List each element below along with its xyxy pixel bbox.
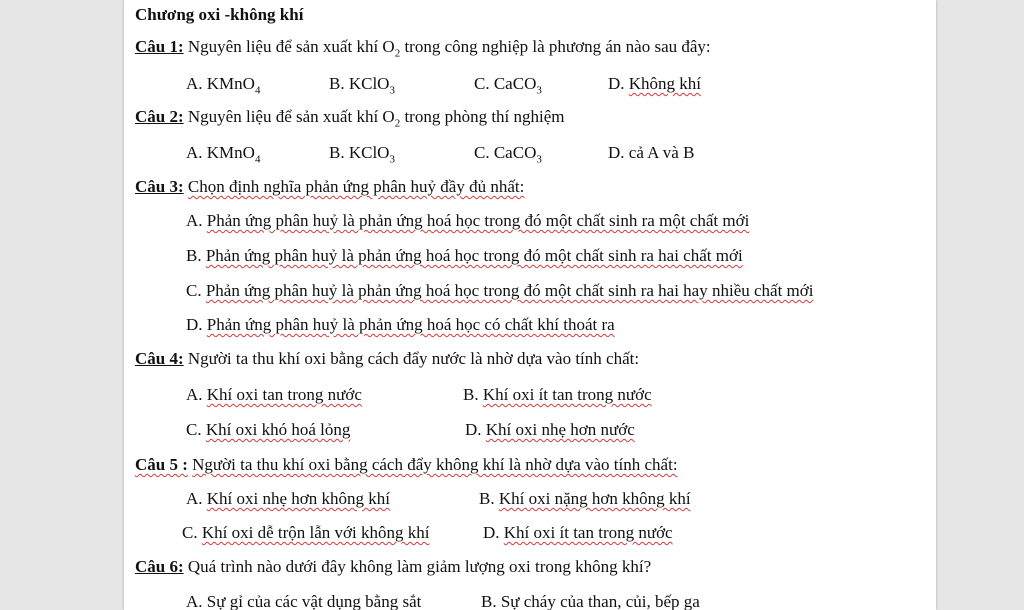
question-1-subscript: 2 <box>394 47 401 60</box>
question-2-text-before: Nguyên liệu để sản xuất khí O <box>187 107 395 126</box>
question-5-label: Câu 5 : <box>135 455 188 474</box>
question-1-label: Câu 1: <box>135 37 184 56</box>
question-6-label: Câu 6: <box>135 557 184 576</box>
question-2-subscript: 2 <box>394 117 401 130</box>
question-4 <box>135 349 639 369</box>
question-6 <box>135 557 651 577</box>
question-1-option-a: A. KMnO$_4$ <box>186 74 261 97</box>
question-3-text: Chọn định nghĩa phản ứng phân huỷ đầy đủ nhất: <box>187 177 525 196</box>
question-2-text-after: trong phòng thí nghiệm <box>400 107 565 126</box>
question-4-option-a: A. Khí oxi tan trong nước <box>186 385 362 404</box>
question-3-option-b: B. Phản ứng phân huỷ là phản ứng hoá học trong đó một chất sinh ra hai chất mới <box>186 246 743 265</box>
question-5-text: Người ta thu khí oxi bằng cách đẩy không khí là nhờ dựa vào tính chất: <box>192 455 678 474</box>
question-2 <box>135 107 565 130</box>
question-2-option-c: C. CaCO$_3$ <box>474 143 542 166</box>
question-3-option-a: A. Phản ứng phân huỷ là phản ứng hoá học trong đó một chất sinh ra một chất mới <box>186 211 750 230</box>
question-3-option-d: D. Phản ứng phân huỷ là phản ứng hoá học có chất khí thoát ra <box>186 315 615 334</box>
question-5-option-d: D. Khí oxi ít tan trong nước <box>483 523 673 542</box>
question-2-label: Câu 2: <box>135 107 184 126</box>
question-4-option-c: C. Khí oxi khó hoá lỏng <box>186 420 351 439</box>
document-page <box>124 0 936 610</box>
question-6-option-a: A. Sự gỉ của các vật dụng bằng sắt <box>186 592 422 610</box>
question-3 <box>135 177 524 197</box>
question-2-option-a: A. KMnO$_4$ <box>186 143 261 166</box>
question-5-option-c: C. Khí oxi dễ trộn lẫn với không khí <box>182 523 430 542</box>
question-4-label: Câu 4: <box>135 349 184 368</box>
question-5-option-b: B. Khí oxi nặng hơn không khí <box>479 489 691 508</box>
question-4-option-b: B. Khí oxi ít tan trong nước <box>463 385 652 404</box>
question-3-label: Câu 3: <box>135 177 184 196</box>
question-2-option-d: D. cả A và B <box>608 143 695 162</box>
question-1-text-before: Nguyên liệu để sản xuất khí O <box>187 37 395 56</box>
question-6-option-b: B. Sự cháy của than, củi, bếp ga <box>481 592 700 610</box>
question-1-option-b: B. KClO$_3$ <box>329 74 395 97</box>
question-1 <box>135 37 711 60</box>
question-5 <box>135 455 678 475</box>
question-5-option-a: A. Khí oxi nhẹ hơn không khí <box>186 489 391 508</box>
document-title: Chương oxi -không khí <box>135 5 304 24</box>
question-4-text: Người ta thu khí oxi bằng cách đẩy nước là nhờ dựa vào tính chất: <box>187 349 640 368</box>
question-6-text: Quá trình nào dưới đây không làm giảm lượng oxi trong không khí? <box>187 557 652 576</box>
question-1-text-after: trong công nghiệp là phương án nào sau đây: <box>400 37 711 56</box>
question-4-option-d: D. Khí oxi nhẹ hơn nước <box>465 420 635 439</box>
question-2-option-b: B. KClO$_3$ <box>329 143 395 166</box>
question-1-option-c: C. CaCO$_3$ <box>474 74 542 97</box>
question-1-option-d: D. Không khí <box>608 74 702 93</box>
question-3-option-c: C. Phản ứng phân huỷ là phản ứng hoá học trong đó một chất sinh ra hai hay nhiều chất mới <box>186 281 814 300</box>
